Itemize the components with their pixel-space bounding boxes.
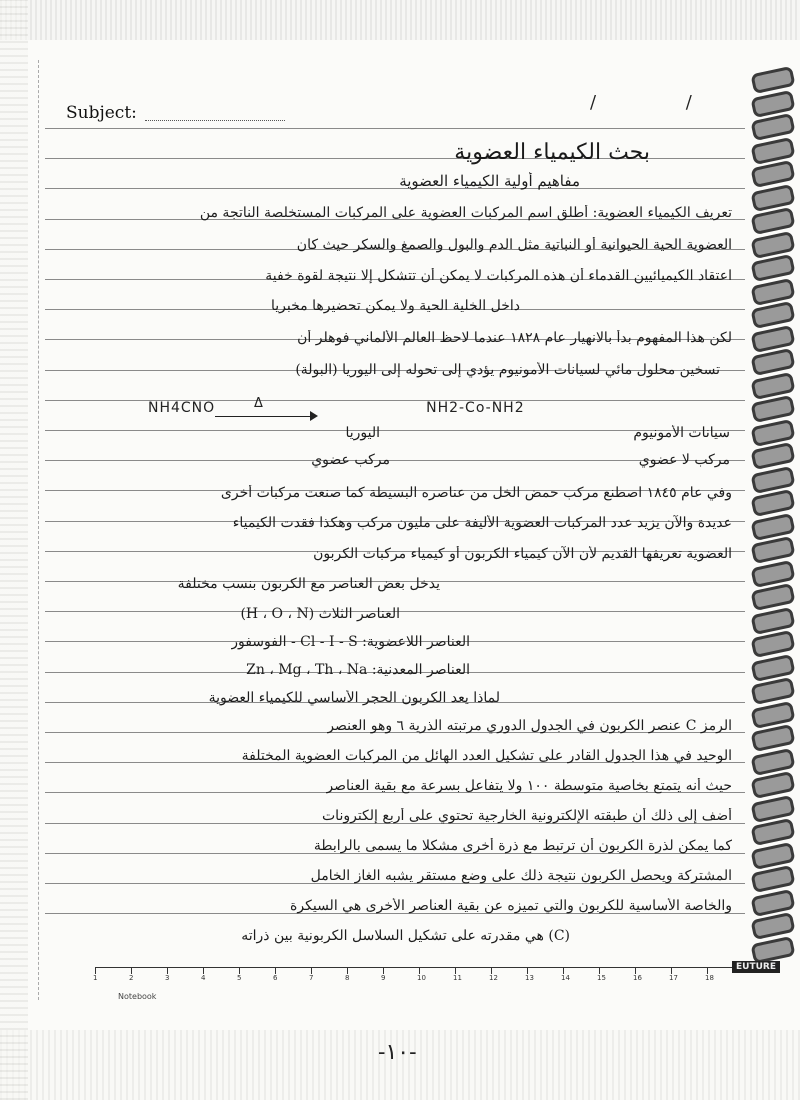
spiral-ring: [750, 230, 795, 258]
text-line: تسخين محلول مائي لسيانات الأمونيوم يؤدي إلى تحوله إلى اليوريا (البولة): [295, 362, 720, 378]
text-line: يدخل بعض العناصر مع الكربون بنسب مختلفة: [177, 576, 440, 592]
ruler-number: 1: [93, 974, 98, 982]
spiral-ring: [750, 371, 795, 399]
ruler-number: 6: [273, 974, 278, 982]
spiral-ring: [750, 348, 795, 376]
spiral-ring: [750, 254, 795, 282]
text-line: داخل الخلية الحية ولا يمكن تحضيرها مخبريا: [270, 298, 520, 314]
spiral-ring: [750, 442, 795, 470]
spiral-ring: [750, 324, 795, 352]
reaction-formula: [148, 400, 525, 416]
text-line: سيانات الأمونيوم: [633, 425, 730, 441]
spiral-ring: [750, 489, 795, 517]
spiral-ring: [750, 89, 795, 117]
ruler-number: 16: [633, 974, 642, 982]
spiral-ring: [750, 630, 795, 658]
spiral-ring: [750, 771, 795, 799]
spiral-ring: [750, 113, 795, 141]
ruler-number: 18: [705, 974, 714, 982]
text-line: عديدة والآن يزيد عدد المركبات العضوية الأليفة على مليون مركب وهكذا فقدت الكيمياء: [232, 515, 732, 531]
ruler-number: 7: [309, 974, 314, 982]
reaction-arrow-line: [215, 416, 315, 417]
ruler-number: 3: [165, 974, 170, 982]
text-line: (C) هي مقدرته على تشكيل السلاسل الكربونية بين ذراته: [241, 928, 570, 944]
date-marks: / /: [590, 92, 734, 113]
text-line: تعريف الكيمياء العضوية: أطلق اسم المركبات العضوية على المركبات المستخلصة الناتجة من: [199, 205, 732, 221]
ruled-line: [45, 128, 745, 129]
ruler-number: 8: [345, 974, 350, 982]
spiral-ring: [750, 724, 795, 752]
spiral-ring: [750, 559, 795, 587]
text-line: العناصر اللاعضوية: Cl - I - S - الفوسفور: [231, 634, 470, 650]
spiral-ring: [750, 583, 795, 611]
text-line: اعتقاد الكيميائيين القدماء أن هذه المركبات لا يمكن أن تتشكل إلا نتيجة لقوة خفية: [265, 268, 732, 284]
spiral-ring: [750, 66, 795, 94]
spiral-ring: [750, 301, 795, 329]
spiral-ring: [750, 888, 795, 916]
spiral-ring: [750, 935, 795, 963]
scan-noise-top: [0, 0, 800, 40]
ruled-line: [45, 188, 745, 189]
spiral-ring: [750, 395, 795, 423]
spiral-ring: [750, 465, 795, 493]
spiral-ring: [750, 700, 795, 728]
spiral-ring: [750, 418, 795, 446]
bottom-ruler: [95, 967, 775, 986]
spiral-ring: [750, 512, 795, 540]
text-line: لماذا يعد الكربون الحجر الأساسي للكيمياء العضوية: [208, 690, 500, 706]
text-line: الوحيد في هذا الجدول القادر على تشكيل العدد الهائل من المركبات العضوية المختلفة: [241, 748, 732, 764]
ruler-number: 10: [417, 974, 426, 982]
spiral-ring: [750, 794, 795, 822]
brand-logo: EUTURE: [732, 961, 780, 973]
notebook-label: Notebook: [118, 992, 157, 1001]
subject-underline: [145, 120, 285, 121]
ruler-number: 9: [381, 974, 386, 982]
text-line: العضوية الحية الحيوانية أو النباتية مثل الدم والبول والصمغ والسكر حيث كان: [296, 237, 732, 253]
spiral-ring: [750, 207, 795, 235]
page-title: بحث الكيمياء العضوية: [454, 140, 650, 165]
ruler-number: 15: [597, 974, 606, 982]
ruler-number: 14: [561, 974, 570, 982]
ruler-number: 4: [201, 974, 206, 982]
spiral-ring: [750, 183, 795, 211]
text-line: العناصر الثلاث (H ، O ، N): [240, 606, 400, 622]
text-line: حيث أنه يتمتع بخاصية متوسطة ١٠٠ ولا يتفاعل بسرعة مع بقية العناصر: [326, 778, 732, 794]
text-line: العناصر المعدنية: Zn ، Mg ، Th ، Na: [246, 662, 470, 678]
spiral-ring: [750, 865, 795, 893]
text-line: كما يمكن لذرة الكربون أن ترتبط مع ذرة أخرى مشكلا ما يسمى بالرابطة: [313, 838, 732, 854]
text-line: أضف إلى ذلك أن طبقته الإلكترونية الخارجية تحتوي على أربع إلكترونات: [322, 808, 732, 824]
text-line: مفاهيم أولية الكيمياء العضوية: [399, 172, 580, 190]
spiral-ring: [750, 653, 795, 681]
spiral-ring: [750, 818, 795, 846]
spiral-ring: [750, 136, 795, 164]
spiral-ring: [750, 912, 795, 940]
text-line: العضوية تعريفها القديم لأن الآن كيمياء الكربون أو كيمياء مركبات الكربون: [313, 546, 732, 562]
spiral-ring: [750, 606, 795, 634]
spiral-ring: [750, 747, 795, 775]
spiral-ring: [750, 160, 795, 188]
ruler-number: 17: [669, 974, 678, 982]
text-line: والخاصة الأساسية للكربون والتي تميزه عن بقية العناصر الأخرى هي السيكرة: [290, 898, 732, 914]
ruler-number: 12: [489, 974, 498, 982]
page-number: -١٠-: [378, 1040, 417, 1065]
scan-noise-left: [0, 0, 28, 1100]
text-line: الرمز C عنصر الكربون في الجدول الدوري مرتبته الذرية ٦ وهو العنصر: [327, 718, 732, 734]
reaction-arrow-head: [310, 411, 318, 421]
heat-symbol: Δ: [254, 396, 263, 411]
text-line: اليوريا: [345, 425, 380, 441]
ruler-number: 13: [525, 974, 534, 982]
spiral-ring: [750, 277, 795, 305]
spiral-ring: [750, 841, 795, 869]
text-line: مركب عضوي: [311, 452, 390, 468]
formula-product: NH2-Co-NH2: [426, 400, 525, 416]
text-line: مركب لا عضوي: [638, 452, 730, 468]
spiral-ring: [750, 677, 795, 705]
spiral-ring: [750, 536, 795, 564]
formula-reactant: NH4CNO: [148, 400, 216, 416]
ruler-number: 5: [237, 974, 242, 982]
text-line: وفي عام ١٨٤٥ اصطنع مركب حمض الخل من عناصره البسيطة كما صنعت مركبات أخرى: [220, 485, 732, 501]
text-line: لكن هذا المفهوم بدأ بالانهيار عام ١٨٢٨ عندما لاحظ العالم الألماني فوهلر أن: [297, 330, 732, 346]
ruler-number: 11: [453, 974, 462, 982]
ruler-number: 2: [129, 974, 134, 982]
subject-label: Subject:: [66, 103, 137, 123]
text-line: المشتركة ويحصل الكربون نتيجة ذلك على وضع مستقر يشبه الغاز الخامل: [310, 868, 732, 884]
margin-line: [38, 60, 39, 1000]
spiral-binding: [750, 70, 800, 970]
